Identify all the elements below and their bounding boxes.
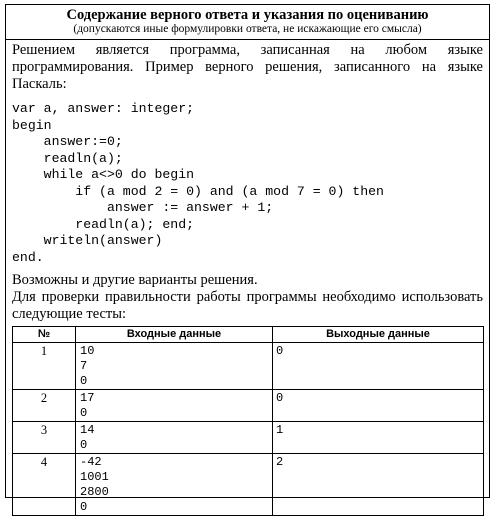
code-line: readln(a); end; <box>12 216 195 232</box>
code-line: end. <box>12 249 44 265</box>
note-alternatives: Возможны и другие варианты решения. <box>12 272 258 288</box>
input-value: 1001 <box>80 470 109 484</box>
intro-text: Решением является программа, записанная на любом языке программирования. Пример верного решения, записанного на языке Паскаль: <box>12 42 483 92</box>
page-subtitle: (допускаются иные формулировки ответа, не искажающие его смысла) <box>73 23 422 35</box>
table-row <box>13 454 484 516</box>
table-row <box>13 343 484 390</box>
table-row <box>13 390 484 422</box>
test-output: 2 <box>273 454 484 516</box>
input-value: 2800 <box>80 485 109 499</box>
note-tests: Для проверки правильности работы программы необходимо использовать следующие тесты: <box>12 289 483 322</box>
input-value: 17 <box>80 391 95 405</box>
input-value: 0 <box>80 406 88 420</box>
column-header-number: № <box>13 327 76 343</box>
input-value: -42 <box>80 455 102 469</box>
test-number: 3 <box>13 422 76 454</box>
page-title: Содержание верного ответа и указания по оцениванию <box>66 7 429 23</box>
input-value: 0 <box>80 500 88 514</box>
content <box>6 40 489 516</box>
test-input <box>76 422 273 454</box>
code-line: readln(a); <box>12 150 123 166</box>
code-line: writeln(answer) <box>12 233 163 248</box>
test-number: 4 <box>13 454 76 516</box>
code-line: begin <box>12 117 52 133</box>
code-line: while a<>0 do begin <box>12 167 195 182</box>
column-header-output: Выходные данные <box>273 327 484 343</box>
test-number: 2 <box>13 390 76 422</box>
test-output: 1 <box>273 422 484 454</box>
column-header-input: Входные данные <box>76 327 273 343</box>
input-value: 7 <box>80 359 88 373</box>
code-line: answer:=0; <box>12 134 123 149</box>
input-value: 10 <box>80 344 95 358</box>
test-input <box>76 454 273 516</box>
code-line: answer := answer + 1; <box>12 200 274 215</box>
tests-table <box>12 326 484 516</box>
code-listing <box>12 101 483 266</box>
test-input <box>76 343 273 390</box>
test-output: 0 <box>273 390 484 422</box>
header <box>6 5 489 40</box>
code-line: var a, answer: integer; <box>12 101 195 116</box>
input-value: 14 <box>80 423 95 437</box>
input-value: 0 <box>80 374 88 388</box>
answer-sheet <box>5 4 490 514</box>
table-row <box>13 422 484 454</box>
input-value: 0 <box>80 438 88 452</box>
test-output: 0 <box>273 343 484 390</box>
code-line: if (a mod 2 = 0) and (a mod 7 = 0) then <box>12 183 384 199</box>
test-number: 1 <box>13 343 76 390</box>
table-header-row <box>13 327 484 343</box>
test-input <box>76 390 273 422</box>
